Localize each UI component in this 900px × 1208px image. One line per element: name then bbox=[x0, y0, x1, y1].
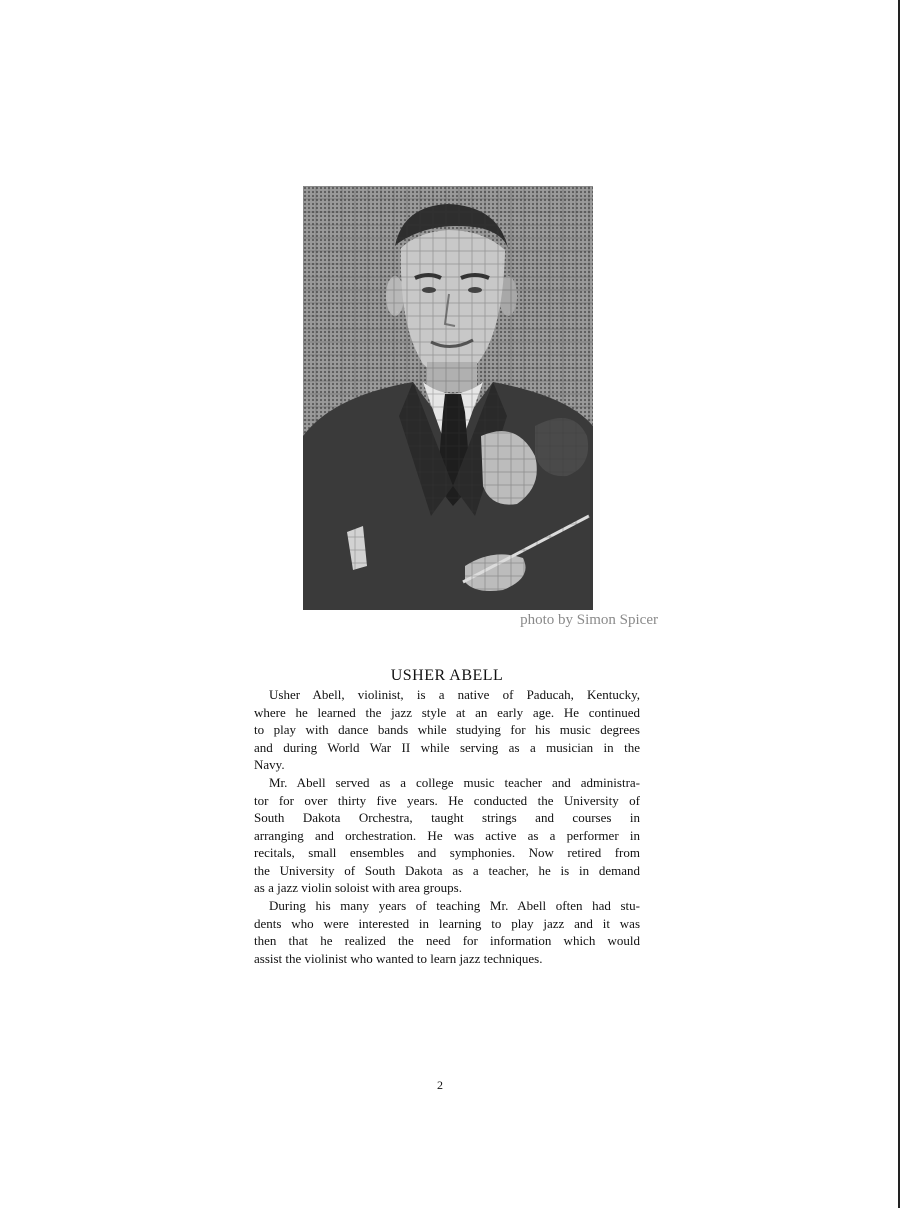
paragraph-1 bbox=[254, 686, 640, 774]
paragraph-line: Usher Abell, violinist, is a native of Paducah, Kentucky, bbox=[269, 687, 640, 702]
paragraph-line: to play with dance bands while studying for his music degrees bbox=[254, 722, 640, 737]
portrait-photo bbox=[303, 186, 593, 610]
photo-credit: photo by Simon Spicer bbox=[520, 612, 658, 628]
paragraph-line: the University of South Dakota as a teacher, he is in demand bbox=[254, 862, 640, 878]
page-number: 2 bbox=[437, 1078, 443, 1092]
paragraph-line: as a jazz violin soloist with area groups. bbox=[254, 880, 462, 895]
paragraph-line: then that he realized the need for information which would bbox=[254, 933, 640, 948]
paragraph-2 bbox=[254, 774, 640, 897]
paragraph-line: assist the violinist who wanted to learn jazz techniques. bbox=[254, 950, 543, 966]
paragraph-line: Mr. Abell served as a college music teacher and administra- bbox=[269, 775, 640, 790]
paragraph-line: tor for over thirty five years. He conducted the University of bbox=[254, 792, 640, 808]
paragraph-line: where he learned the jazz style at an early age. He continued bbox=[254, 704, 640, 720]
paragraph-line: dents who were interested in learning to play jazz and it was bbox=[254, 915, 640, 931]
paragraph-line: Navy. bbox=[254, 757, 285, 772]
paragraph-line: arranging and orchestration. He was active as a performer in bbox=[254, 827, 640, 843]
portrait-photo-graphic bbox=[303, 186, 593, 610]
paragraph-line: and during World War II while serving as a musician in the bbox=[254, 739, 640, 755]
paragraph-3 bbox=[254, 897, 640, 967]
paragraph-line: During his many years of teaching Mr. Abell often had stu- bbox=[269, 898, 640, 913]
article-title: USHER ABELL bbox=[390, 667, 504, 684]
paragraph-line: South Dakota Orchestra, taught strings and courses in bbox=[254, 810, 640, 825]
paragraph-line: recitals, small ensembles and symphonies. Now retired from bbox=[254, 845, 640, 860]
